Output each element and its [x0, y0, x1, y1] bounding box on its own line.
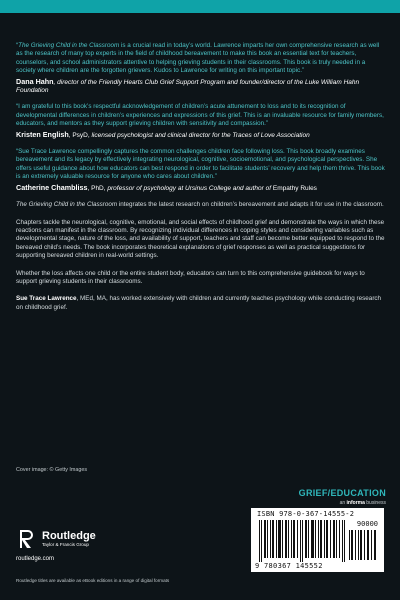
routledge-logo[interactable]	[16, 528, 96, 550]
isbn-label: ISBN 978-0-367-14555-2	[257, 510, 355, 518]
accent-bar	[0, 0, 400, 13]
publisher-website-link[interactable]: routledge.com	[16, 556, 55, 562]
publisher-name: Routledge	[42, 529, 96, 542]
cover-content	[16, 42, 386, 321]
quote-2-attribution: Kristen English, PsyD, licensed psychologist and clinical director for the Traces of Love Association	[16, 129, 310, 139]
ebook-footnote: Routledge titles are available as eBook editions in a range of digital formats	[16, 578, 170, 583]
description-book-title: The Grieving Child in the Classroom	[16, 201, 118, 209]
description-body: Chapters tackle the neurological, cognitive, emotional, and social effects of childhood grief and demonstrate the ways in which these reactions can manifest in the classroom. By recognizing individual differences in coping styles and considering variables such as developmental stage, nature of the loss, and availability of support, teachers and staff can become better equipped to respond to the bereaved child’s needs. The book incorporates theoretical explanations of grief responses as well as practical suggestions for supporting bereaved children in real-world settings.	[16, 218, 385, 260]
barcode-bars	[257, 520, 347, 562]
description-closing: Whether the loss affects one child or the entire student body, educators can turn to this comprehensive guidebook for ways to support grieving students in their classrooms.	[16, 269, 365, 285]
price-barcode-bars	[348, 530, 378, 560]
quote-1-book-title: The Grieving Child in the Classroom	[18, 42, 120, 49]
quote-3-text: “Sue Trace Lawrence compellingly captures the common challenges children face following loss. This book broadly examines bereavement and its legacy by effectively integrating neurological, cognitive, socioemotional, and psychological perspectives. She offers useful guidance about how educators can best respond in order to facilitate students’ recovery and help them thrive. This book is an extremely valuable resource for anyone who cares about children.”	[16, 148, 385, 181]
informa-business-line: an informa business	[339, 500, 386, 506]
quote-3-name: Catherine Chambliss	[16, 182, 88, 192]
quote-1-text: is a crucial read in today’s world. Lawrence imparts her own comprehensive research as well as the research of many top experts in the field of childhood bereavement to make this book an essential text for teachers, counselors, and school administrators attentive to helping grieving students in their classrooms. This book is truly needed in a society where children are the forgotten grievers. Kudos to Lawrence for writing on this important topic.”	[16, 42, 380, 75]
quote-1: “The Grieving Child in the Classroom is a crucial read in today’s world. Lawrence imparts her own comprehensive research as well as the research of many top experts in the field of childhood bereavement to make this book an essential text for teachers, counselors, and school administrators attentive to helping grieving students in their classrooms. This book is truly needed in a society where children are the forgotten grievers. Kudos to Lawrence for writing on this important topic.”	[16, 42, 380, 75]
quote-3-book: Empathy Rules	[272, 184, 317, 192]
author-name: Sue Trace Lawrence	[16, 295, 77, 303]
quote-2	[16, 103, 386, 128]
publisher-group: Taylor & Francis Group	[42, 541, 89, 547]
quote-2-text: “I am grateful to this book’s respectful acknowledgement of children’s acute attunement to loss and to its recognition of developmental differences in children’s experiences and expressions of this grief. This is an invaluable resource for family members, educators, and mentors as they support grieving children with sensitivity and compassion.”	[16, 103, 384, 128]
author-bio: Sue Trace Lawrence, MEd, MA, has worked extensively with children and currently teaches psychology while conducting research on childhood grief.	[16, 295, 382, 311]
routledge-r-icon	[16, 528, 38, 550]
quote-1-name: Dana Hahn	[16, 76, 54, 86]
description-intro: The Grieving Child in the Classroom integrates the latest research on children’s bereavement and adapts it for use in the classroom.	[16, 201, 384, 209]
ean-digits: 9 780367 145552	[255, 562, 323, 570]
subject-category: GRIEF/EDUCATION	[298, 488, 386, 498]
quote-3-attribution: Catherine Chambliss, PhD, professor of psychology at Ursinus College and author of Empathy Rules	[16, 182, 317, 192]
informa-brand: informa	[346, 500, 365, 506]
price-code: 90000	[356, 520, 378, 528]
quote-2-role: licensed psychologist and clinical director for the Traces of Love Association	[91, 131, 310, 139]
quote-3-role: professor of psychology at Ursinus College and author of	[107, 184, 273, 192]
quote-1-role: , director of the Friendly Hearts Club Grief Support Program and founder/director of the Luke William Hahn Foundation	[16, 78, 360, 95]
quote-3	[16, 148, 386, 182]
quote-1-attribution	[16, 78, 386, 96]
quote-2-name: Kristen English	[16, 129, 69, 139]
cover-image-credit: Cover image: © Getty Images	[16, 467, 88, 473]
isbn-barcode	[251, 508, 384, 572]
